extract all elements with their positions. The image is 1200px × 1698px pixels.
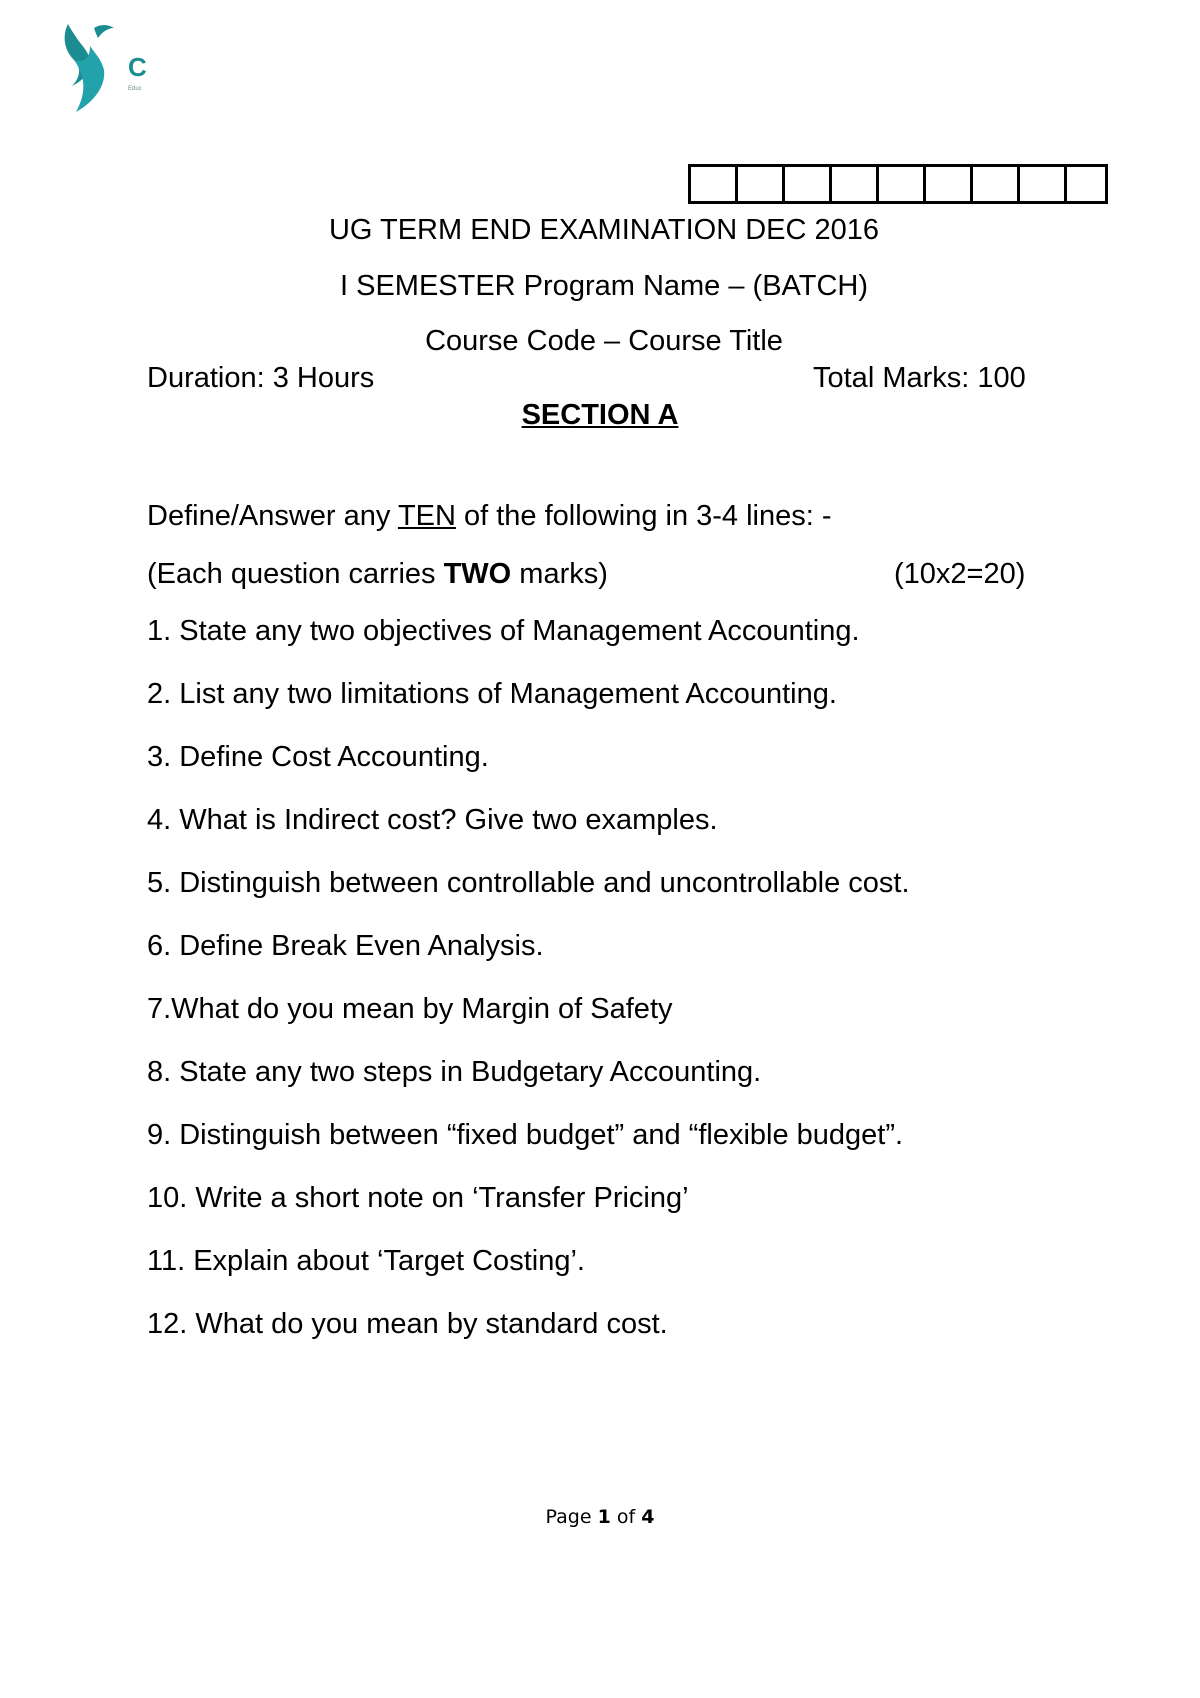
- exam-title: UG TERM END EXAMINATION DEC 2016: [328, 214, 880, 246]
- page-footer: [0, 1508, 1200, 1527]
- footer-page-word: Page: [545, 1506, 592, 1528]
- institution-logo: [60, 16, 160, 112]
- semester-program-line: I SEMESTER Program Name – (BATCH): [339, 270, 868, 302]
- marks-note: [147, 558, 608, 591]
- roll-number-box[interactable]: [973, 167, 1020, 201]
- question-list: [147, 615, 910, 1371]
- roll-number-box[interactable]: [879, 167, 926, 201]
- roll-number-box[interactable]: [738, 167, 785, 201]
- swan-logo-icon: [60, 16, 124, 112]
- instruction-text-after: of the following in 3-4 lines: -: [455, 500, 832, 532]
- footer-of-word: of: [616, 1506, 636, 1528]
- roll-number-box[interactable]: [1020, 167, 1067, 201]
- question-item: 9. Distinguish between “fixed budget” and “flexible budget”.: [147, 1119, 904, 1151]
- question-item: 12. What do you mean by standard cost.: [147, 1308, 668, 1340]
- question-item: 1. State any two objectives of Management Accounting.: [147, 615, 860, 647]
- question-item: 11. Explain about ‘Target Costing’.: [147, 1245, 585, 1277]
- roll-number-box[interactable]: [832, 167, 879, 201]
- question-item: 7.What do you mean by Margin of Safety: [147, 993, 673, 1025]
- course-line: Course Code – Course Title: [425, 325, 783, 357]
- question-item: 8. State any two steps in Budgetary Accounting.: [147, 1056, 762, 1088]
- marks-note-bold: TWO: [443, 558, 512, 590]
- marks-note-after: marks): [511, 558, 608, 590]
- exam-total-marks: Total Marks: 100: [813, 362, 1026, 394]
- exam-duration: Duration: 3 Hours: [147, 362, 375, 394]
- footer-total-pages: 4: [641, 1506, 655, 1528]
- question-item: 2. List any two limitations of Management Accounting.: [147, 678, 837, 710]
- roll-number-box[interactable]: [785, 167, 832, 201]
- roll-number-boxes[interactable]: [688, 164, 1108, 204]
- section-heading: SECTION A: [521, 399, 679, 431]
- question-item: 3. Define Cost Accounting.: [147, 741, 489, 773]
- marks-total: (10x2=20): [894, 558, 1026, 590]
- instruction-emphasis: TEN: [397, 500, 456, 532]
- instruction-text-before: Define/Answer any: [147, 500, 398, 532]
- roll-number-box[interactable]: [1067, 167, 1105, 201]
- footer-current-page: 1: [597, 1506, 611, 1528]
- roll-number-box[interactable]: [926, 167, 973, 201]
- roll-number-box[interactable]: [691, 167, 738, 201]
- logo-letter: C: [128, 52, 147, 82]
- section-instruction: [147, 500, 832, 533]
- question-item: 4. What is Indirect cost? Give two examples.: [147, 804, 718, 836]
- marks-note-before: (Each question carries: [147, 558, 444, 590]
- question-item: 6. Define Break Even Analysis.: [147, 930, 544, 962]
- question-item: 10. Write a short note on ‘Transfer Pricing’: [147, 1182, 689, 1214]
- question-item: 5. Distinguish between controllable and uncontrollable cost.: [147, 867, 910, 899]
- logo-tagline: Educ: [128, 86, 142, 92]
